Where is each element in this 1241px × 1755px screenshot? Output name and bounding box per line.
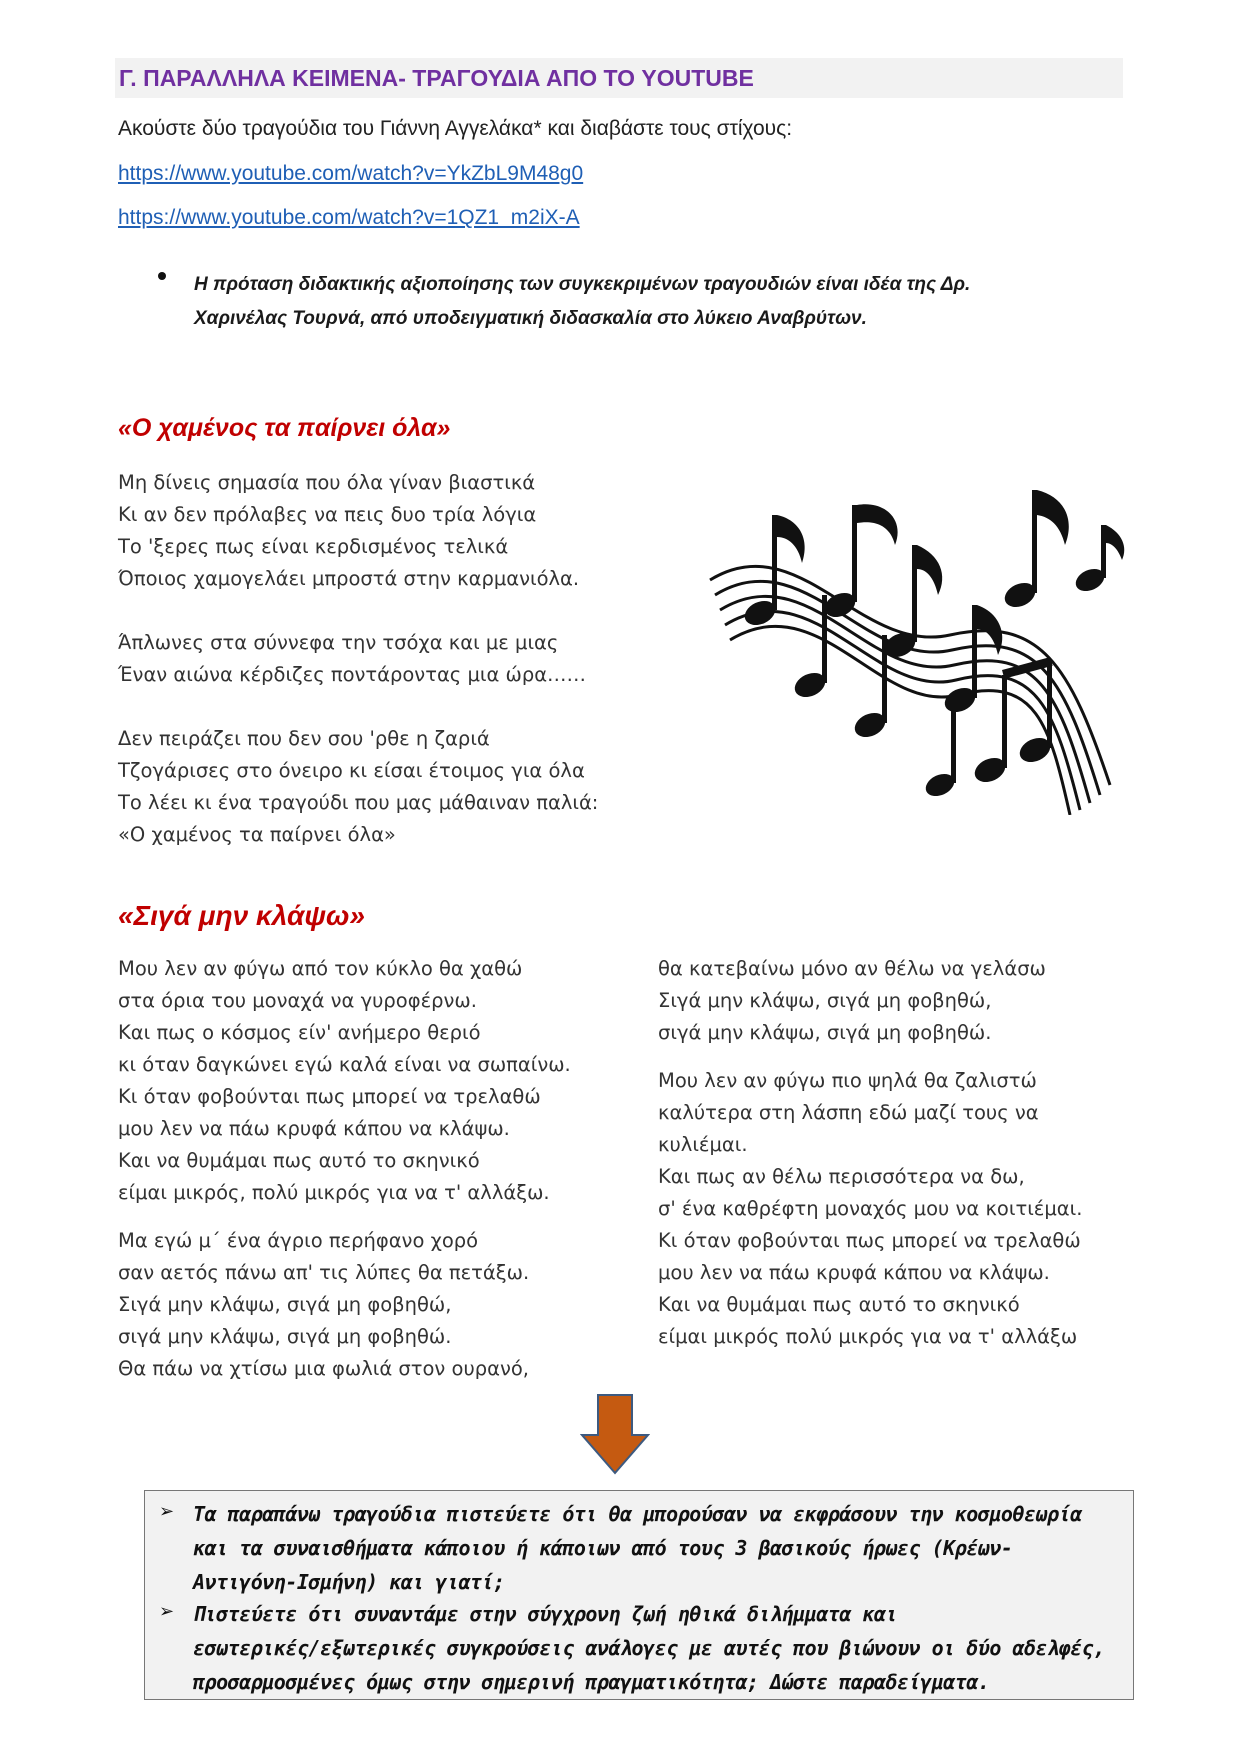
- lyric-line: Κι όταν φοβούνται πως μπορεί να τρελαθώ: [658, 1229, 1081, 1252]
- lyric-line: Όποιος χαμογελάει μπροστά στην καρμανιόλα.: [118, 567, 580, 590]
- lyric-line: είμαι μικρός, πολύ μικρός για να τ' αλλάξω.: [118, 1181, 550, 1204]
- bullet-icon: [158, 272, 166, 280]
- stanza: [118, 627, 598, 691]
- lyric-line: στα όρια του μοναχά να γυροφέρνω.: [118, 989, 477, 1012]
- song2-column-1: [118, 953, 571, 1401]
- lyric-line: Άπλωνες στα σύννεφα την τσόχα και με μιας: [118, 631, 559, 654]
- lyric-line: Το 'ξερες πως είναι κερδισμένος τελικά: [118, 535, 509, 558]
- lyric-line: μου λεν να πάω κρυφά κάπου να κλάψω.: [658, 1261, 1050, 1284]
- lyric-line: σ' ένα καθρέφτη μοναχός μου να κοιτιέμαι.: [658, 1197, 1083, 1220]
- question-2: [193, 1597, 1113, 1699]
- youtube-link-2[interactable]: https://www.youtube.com/watch?v=1QZ1_m2iX-A: [118, 206, 580, 229]
- question-line: και τα συναισθήματα κάποιου ή κάποιων από τους 3 βασικούς ήρωες (Κρέων-: [193, 1536, 1013, 1560]
- lyric-line: Μη δίνεις σημασία που όλα γίναν βιαστικά: [118, 471, 536, 494]
- lyric-line: Κι αν δεν πρόλαβες να πεις δυο τρία λόγια: [118, 503, 537, 526]
- lyric-line: είμαι μικρός πολύ μικρός για να τ' αλλάξω: [658, 1325, 1078, 1348]
- youtube-link-1[interactable]: https://www.youtube.com/watch?v=YkZbL9M48g0: [118, 162, 584, 185]
- song1-lyrics: [118, 467, 598, 883]
- lyric-line: καλύτερα στη λάσπη εδώ μαζί τους να: [658, 1101, 1039, 1124]
- lyric-line: σιγά μην κλάψω, σιγά μη φοβηθώ.: [118, 1325, 452, 1348]
- arrow-bullet-icon: ➢: [159, 1501, 175, 1521]
- lyric-line: θα κατεβαίνω μόνο αν θέλω να γελάσω: [658, 957, 1046, 980]
- lyric-line: μου λεν να πάω κρυφά κάπου να κλάψω.: [118, 1117, 510, 1140]
- lyric-line: «Ο χαμένος τα παίρνει όλα»: [118, 823, 396, 846]
- song1-title: «Ο χαμένος τα παίρνει όλα»: [118, 414, 451, 442]
- note-line: Χαρινέλας Τουρνά, από υποδειγματική διδασκαλία στο λύκειο Αναβρύτων.: [194, 308, 867, 329]
- lyric-line: Και να θυμάμαι πως αυτό το σκηνικό: [658, 1293, 1020, 1316]
- arrow-bullet-icon: ➢: [159, 1601, 175, 1621]
- stanza: [658, 953, 1082, 1049]
- stanza: [118, 953, 571, 1209]
- lyric-line: Τζογάρισες στο όνειρο κι είσαι έτοιμος για όλα: [118, 759, 585, 782]
- lyric-line: Και πως αν θέλω περισσότερα να δω,: [658, 1165, 1025, 1188]
- question-line: εσωτερικές/εξωτερικές συγκρούσεις ανάλογες με αυτές που βιώνουν οι δύο αδελφές,: [193, 1636, 1105, 1660]
- note-line: Η πρόταση διδακτικής αξιοποίησης των συγκεκριμένων τραγουδιών είναι ιδέα της Δρ.: [194, 274, 971, 295]
- question-line: Τα παραπάνω τραγούδια πιστεύετε ότι θα μπορούσαν να εκφράσουν την κοσμοθεωρία: [193, 1502, 1082, 1526]
- attribution-note: [194, 268, 1074, 336]
- lyric-line: σαν αετός πάνω απ' τις λύπες θα πετάξω.: [118, 1261, 530, 1284]
- question-1: [193, 1497, 1113, 1599]
- lyric-line: Μα εγώ μ΄ ένα άγριο περήφανο χορό: [118, 1229, 479, 1252]
- lyric-line: κι όταν δαγκώνει εγώ καλά είναι να σωπαίνω.: [118, 1053, 571, 1076]
- stanza: [118, 723, 598, 851]
- intro-text: Ακούστε δύο τραγούδια του Γιάννη Αγγελάκα* και διαβάστε τους στίχους:: [118, 117, 793, 140]
- lyric-line: Κι όταν φοβούνται πως μπορεί να τρελαθώ: [118, 1085, 541, 1108]
- lyric-line: Και να θυμάμαι πως αυτό το σκηνικό: [118, 1149, 480, 1172]
- stanza: [118, 467, 598, 595]
- question-line: προσαρμοσμένες όμως στην σημερινή πραγματικότητα; Δώστε παραδείγματα.: [193, 1670, 990, 1694]
- stanza: [658, 1065, 1082, 1353]
- lyric-line: Μου λεν αν φύγω από τον κύκλο θα χαθώ: [118, 957, 523, 980]
- lyric-line: σιγά μην κλάψω, σιγά μη φοβηθώ.: [658, 1021, 992, 1044]
- section-heading: Γ. ΠΑΡΑΛΛΗΛΑ ΚΕΙΜΕΝΑ- ΤΡΑΓΟΥΔΙΑ ΑΠΟ ΤΟ YOUTUBE: [115, 58, 1123, 98]
- questions-box: [144, 1490, 1134, 1700]
- lyric-line: Δεν πειράζει που δεν σου 'ρθε η ζαριά: [118, 727, 490, 750]
- lyric-line: Σιγά μην κλάψω, σιγά μη φοβηθώ,: [658, 989, 992, 1012]
- lyric-line: Θα πάω να χτίσω μια φωλιά στον ουρανό,: [118, 1357, 529, 1380]
- lyric-line: Μου λεν αν φύγω πιο ψηλά θα ζαλιστώ: [658, 1069, 1037, 1092]
- song2-column-2: [658, 953, 1082, 1369]
- question-line: Αντιγόνη-Ισμήνη) και γιατί;: [193, 1570, 505, 1594]
- lyric-line: Έναν αιώνα κέρδιζες ποντάροντας μια ώρα……: [118, 663, 587, 686]
- lyric-line: κυλιέμαι.: [658, 1133, 748, 1156]
- lyric-line: Και πως ο κόσμος είν' ανήμερο θεριό: [118, 1021, 481, 1044]
- lyric-line: Σιγά μην κλάψω, σιγά μη φοβηθώ,: [118, 1293, 452, 1316]
- song2-title: «Σιγά μην κλάψω»: [118, 900, 365, 931]
- lyric-line: Το λέει κι ένα τραγούδι που μας μάθαιναν παλιά:: [118, 791, 599, 814]
- down-arrow-icon: [580, 1393, 650, 1475]
- music-notes-illustration: [690, 485, 1130, 815]
- question-line: Πιστεύετε ότι συναντάμε στην σύγχρονη ζωή ηθικά διλήμματα και: [193, 1602, 898, 1626]
- stanza: [118, 1225, 571, 1385]
